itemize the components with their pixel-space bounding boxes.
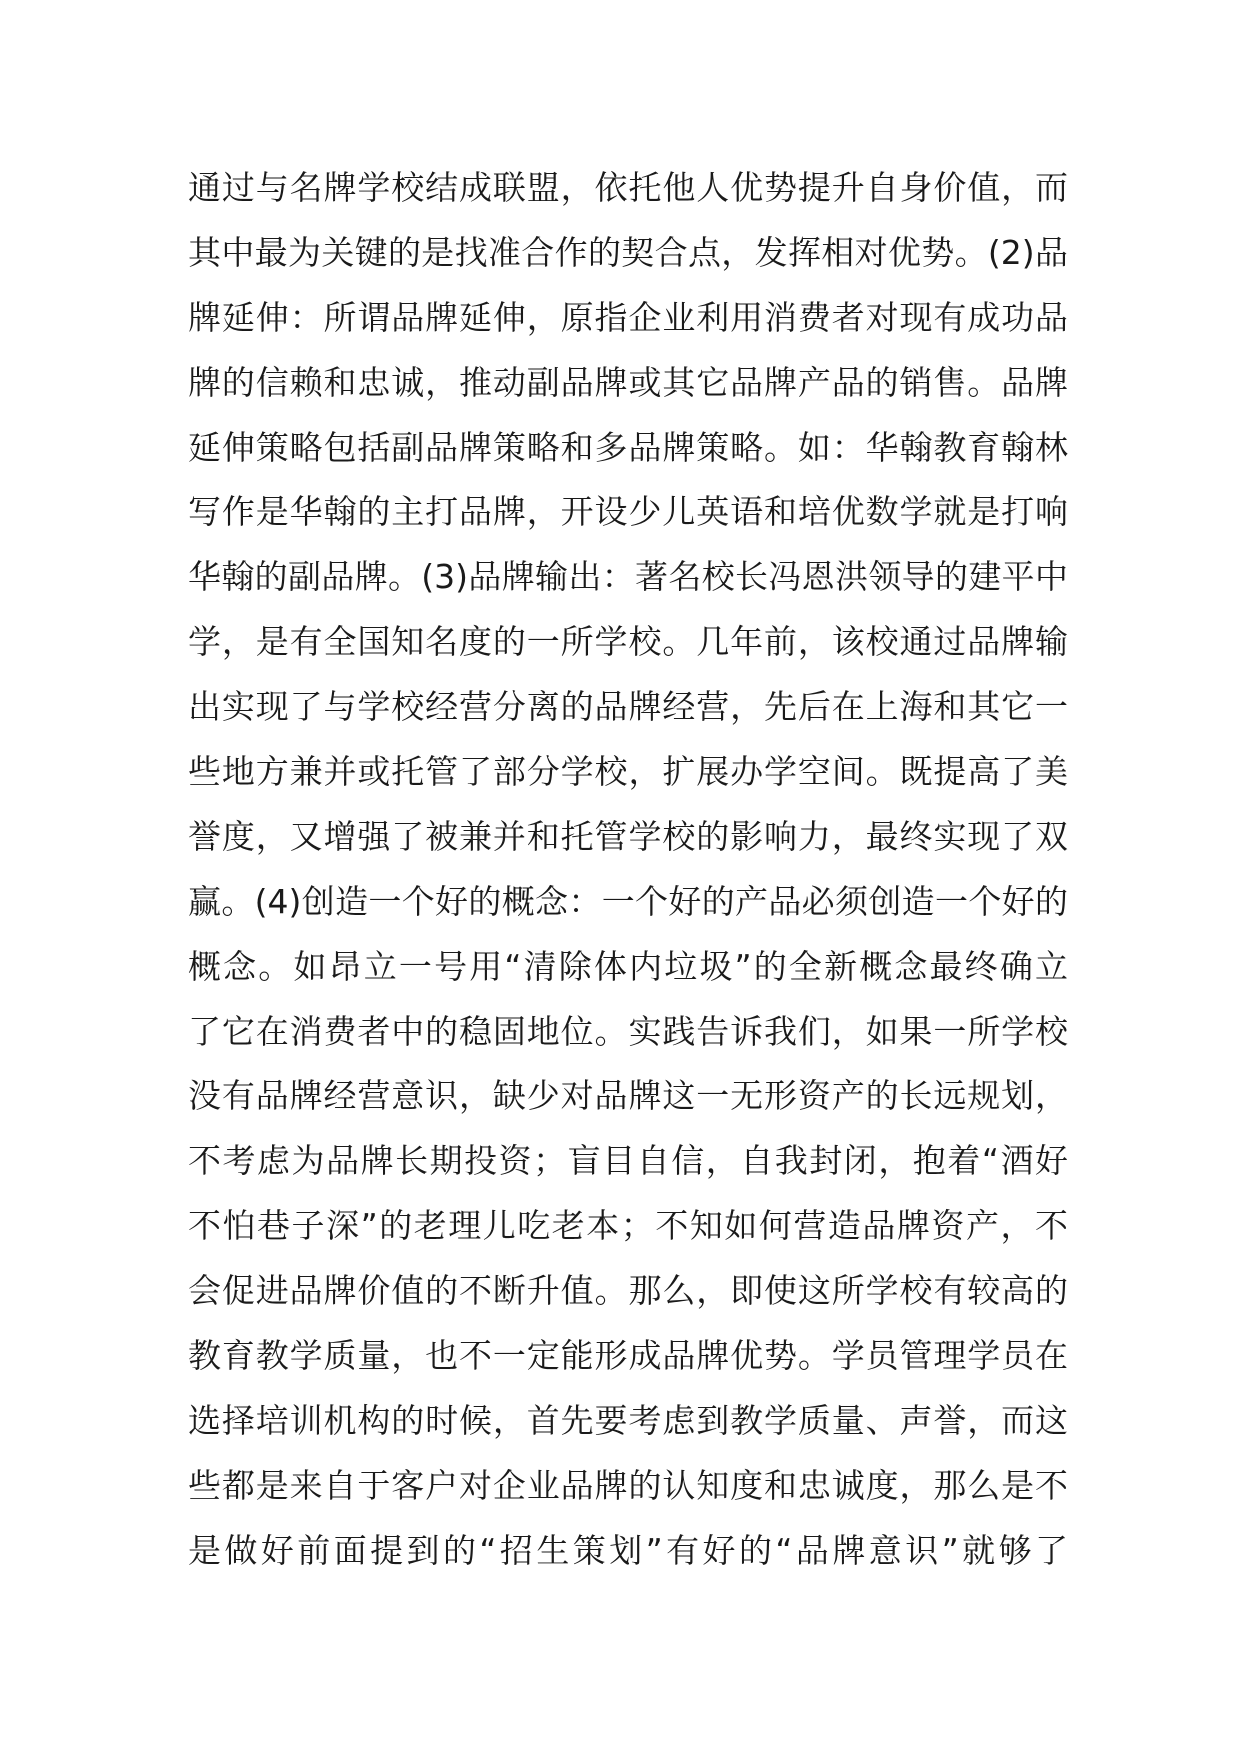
text-line: 出实现了与学校经营分离的品牌经营，先后在上海和其它一 [188, 687, 1068, 727]
text-line: 延伸策略包括副品牌策略和多品牌策略。如：华翰教育翰林 [188, 427, 1068, 467]
text-line: 通过与名牌学校结成联盟，依托他人优势提升自身价值，而 [188, 168, 1068, 207]
text-line: 赢。(4)创造一个好的概念：一个好的产品必须创造一个好的 [188, 881, 1068, 921]
text-line: 些都是来自于客户对企业品牌的认知度和忠诚度，那么是不 [188, 1465, 1068, 1505]
text-line: 是做好前面提到的“招生策划”有好的“品牌意识”就够了 [188, 1530, 1068, 1570]
text-line: 不怕巷子深”的老理儿吃老本；不知如何营造品牌资产，不 [188, 1206, 1068, 1246]
text-line: 牌延伸：所谓品牌延伸，原指企业利用消费者对现有成功品 [188, 297, 1068, 337]
text-line: 写作是华翰的主打品牌，开设少儿英语和培优数学就是打响 [188, 492, 1068, 532]
text-line: 学，是有全国知名度的一所学校。几年前，该校通过品牌输 [188, 622, 1068, 662]
text-line: 牌的信赖和忠诚，推动副品牌或其它品牌产品的销售。品牌 [188, 362, 1068, 402]
text-line: 不考虑为品牌长期投资；盲目自信，自我封闭，抱着“酒好 [188, 1141, 1068, 1181]
text-line: 其中最为关键的是找准合作的契合点，发挥相对优势。(2)品 [188, 232, 1068, 272]
text-line: 誉度，又增强了被兼并和托管学校的影响力，最终实现了双 [188, 816, 1068, 856]
text-line: 没有品牌经营意识，缺少对品牌这一无形资产的长远规划， [188, 1076, 1068, 1116]
text-line: 华翰的副品牌。(3)品牌输出：著名校长冯恩洪领导的建平中 [188, 557, 1068, 597]
text-line: 选择培训机构的时候，首先要考虑到教学质量、声誉，而这 [188, 1400, 1068, 1440]
text-line: 概念。如昂立一号用“清除体内垃圾”的全新概念最终确立 [188, 946, 1068, 986]
text-line: 了它在消费者中的稳固地位。实践告诉我们，如果一所学校 [188, 1011, 1068, 1051]
body-text [188, 156, 1068, 1584]
text-line: 教育教学质量，也不一定能形成品牌优势。学员管理学员在 [188, 1336, 1068, 1376]
text-line: 会促进品牌价值的不断升值。那么，即使这所学校有较高的 [188, 1271, 1068, 1311]
text-line: 些地方兼并或托管了部分学校，扩展办学空间。既提高了美 [188, 752, 1068, 792]
